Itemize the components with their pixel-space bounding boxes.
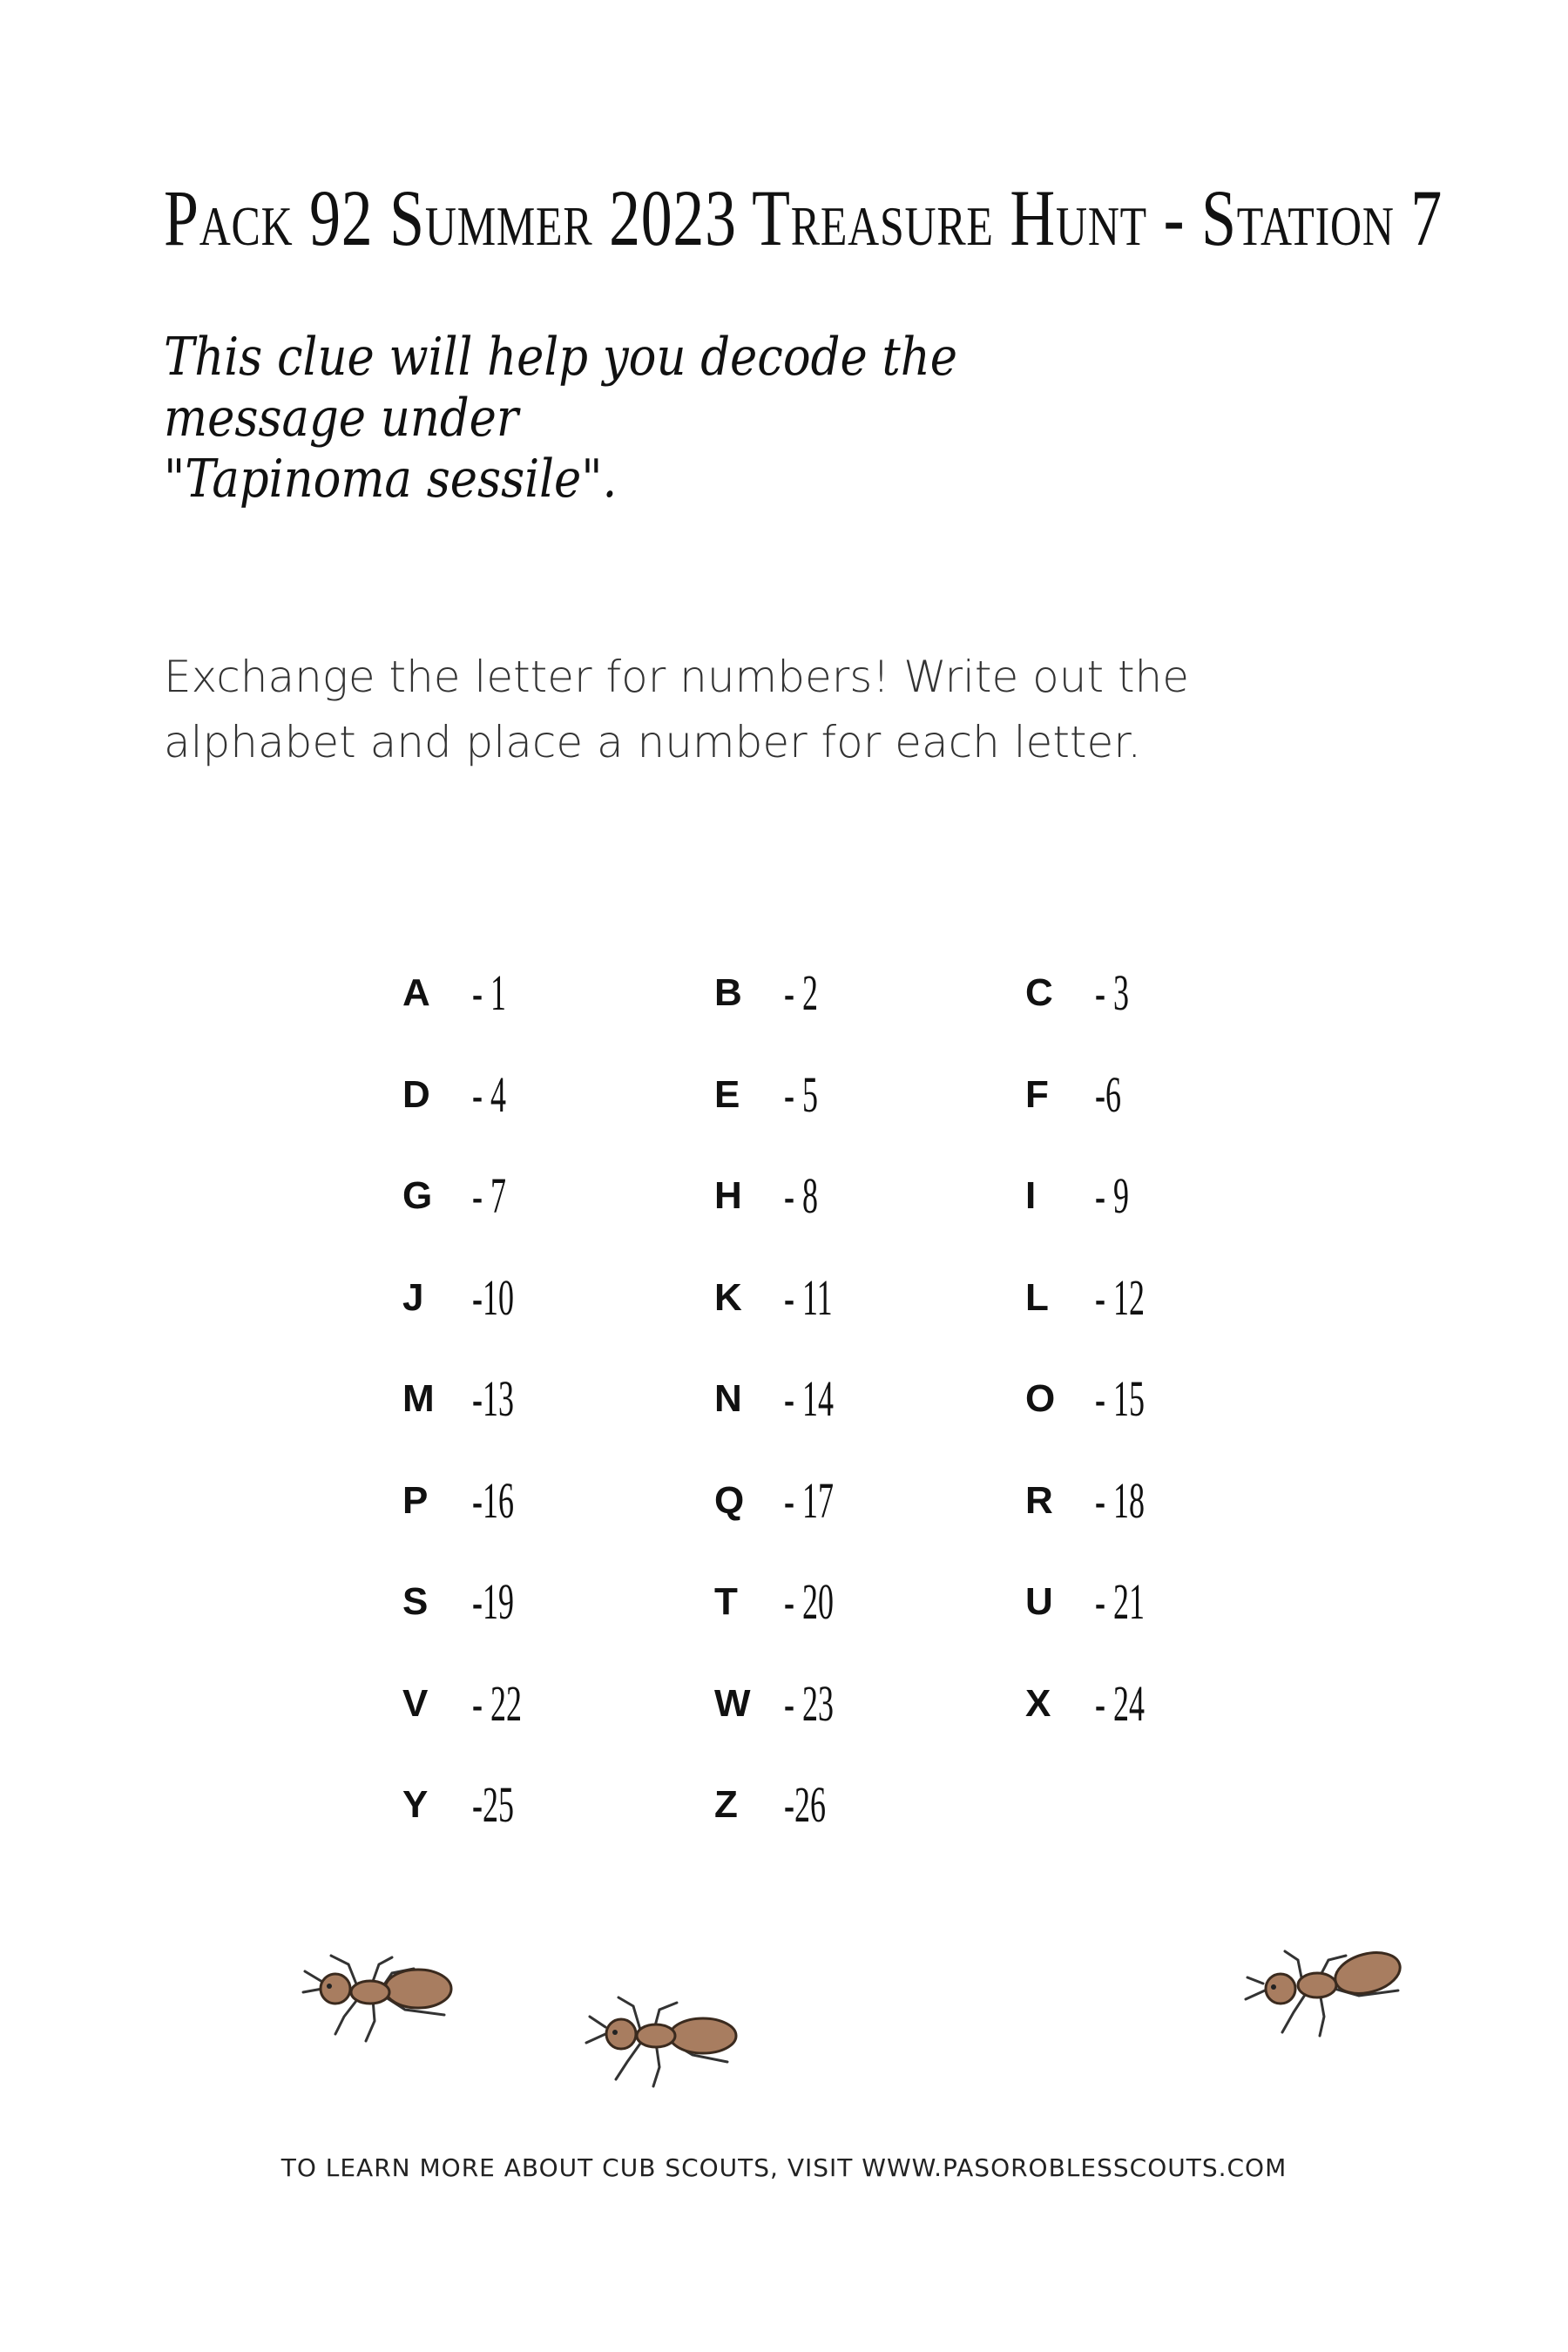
cipher-number: - 12 bbox=[1095, 1268, 1145, 1326]
cipher-number: - 20 bbox=[784, 1573, 834, 1630]
cipher-number: - 11 bbox=[784, 1268, 833, 1326]
ant-icon bbox=[579, 1982, 745, 2095]
cipher-letter: J bbox=[402, 1275, 424, 1319]
instructions bbox=[164, 645, 1296, 775]
clue-subtitle-line-2: "Tapinoma sessile". bbox=[164, 449, 618, 510]
cipher-number: - 14 bbox=[784, 1370, 834, 1427]
clue-subtitle-line-1: This clue will help you decode the message under bbox=[164, 327, 957, 449]
cipher-letter: W bbox=[714, 1681, 751, 1725]
cipher-letter: T bbox=[714, 1580, 738, 1623]
cipher-letter: S bbox=[402, 1580, 429, 1623]
ant-icon bbox=[296, 1938, 462, 2051]
clue-subtitle bbox=[164, 327, 1160, 510]
cipher-letter: E bbox=[714, 1072, 740, 1116]
cipher-letter: A bbox=[402, 971, 430, 1014]
cipher-letter: C bbox=[1025, 971, 1053, 1014]
cipher-number: -16 bbox=[472, 1471, 514, 1529]
cipher-letter: X bbox=[1025, 1681, 1051, 1725]
cipher-number: - 18 bbox=[1095, 1471, 1145, 1529]
cipher-letter: M bbox=[402, 1377, 435, 1420]
cipher-number: - 15 bbox=[1095, 1370, 1145, 1427]
instructions-line-2: alphabet and place a number for each letter. bbox=[164, 717, 1142, 767]
ant-icon bbox=[1237, 1930, 1411, 2043]
cipher-letter: L bbox=[1025, 1275, 1049, 1319]
cipher-number: - 4 bbox=[472, 1065, 506, 1123]
cipher-letter: Q bbox=[714, 1478, 745, 1522]
cipher-number: -25 bbox=[472, 1776, 514, 1833]
cipher-letter: F bbox=[1025, 1072, 1049, 1116]
cipher-number: - 5 bbox=[784, 1065, 818, 1123]
cipher-number: - 1 bbox=[472, 964, 506, 1021]
footer-note: TO LEARN MORE ABOUT CUB SCOUTS, VISIT WWW.PASOROBLESSCOUTS.COM bbox=[280, 2153, 1288, 2182]
cipher-number: - 9 bbox=[1095, 1167, 1129, 1224]
cipher-number: - 21 bbox=[1095, 1573, 1145, 1630]
cipher-number: -10 bbox=[472, 1268, 514, 1326]
cipher-letter: N bbox=[714, 1377, 742, 1420]
cipher-number: - 22 bbox=[472, 1674, 522, 1732]
cipher-letter: B bbox=[714, 971, 742, 1014]
cipher-number: -26 bbox=[784, 1776, 826, 1833]
cipher-letter: D bbox=[402, 1072, 430, 1116]
instructions-line-1: Exchange the letter for numbers! Write out the bbox=[164, 652, 1190, 702]
cipher-number: - 7 bbox=[472, 1167, 506, 1224]
cipher-letter: H bbox=[714, 1174, 742, 1217]
cipher-number: - 23 bbox=[784, 1674, 834, 1732]
cipher-letter: K bbox=[714, 1275, 742, 1319]
cipher-number: - 24 bbox=[1095, 1674, 1145, 1732]
cipher-letter: G bbox=[402, 1174, 433, 1217]
cipher-letter: R bbox=[1025, 1478, 1053, 1522]
cipher-number: - 2 bbox=[784, 964, 818, 1021]
cipher-letter: Z bbox=[714, 1783, 738, 1826]
cipher-letter: U bbox=[1025, 1580, 1053, 1623]
cipher-letter: Y bbox=[402, 1783, 429, 1826]
cipher-number: - 17 bbox=[784, 1471, 834, 1529]
cipher-number: - 8 bbox=[784, 1167, 818, 1224]
cipher-letter: I bbox=[1025, 1174, 1037, 1217]
cipher-letter: P bbox=[402, 1478, 429, 1522]
cipher-letter: O bbox=[1025, 1377, 1056, 1420]
cipher-number: -6 bbox=[1095, 1065, 1121, 1123]
page-title: Pack 92 Summer 2023 Treasure Hunt - Station 7 bbox=[164, 173, 1443, 262]
cipher-letter: V bbox=[402, 1681, 429, 1725]
cipher-number: - 3 bbox=[1095, 964, 1129, 1021]
cipher-number: -19 bbox=[472, 1573, 514, 1630]
cipher-number: -13 bbox=[472, 1370, 514, 1427]
